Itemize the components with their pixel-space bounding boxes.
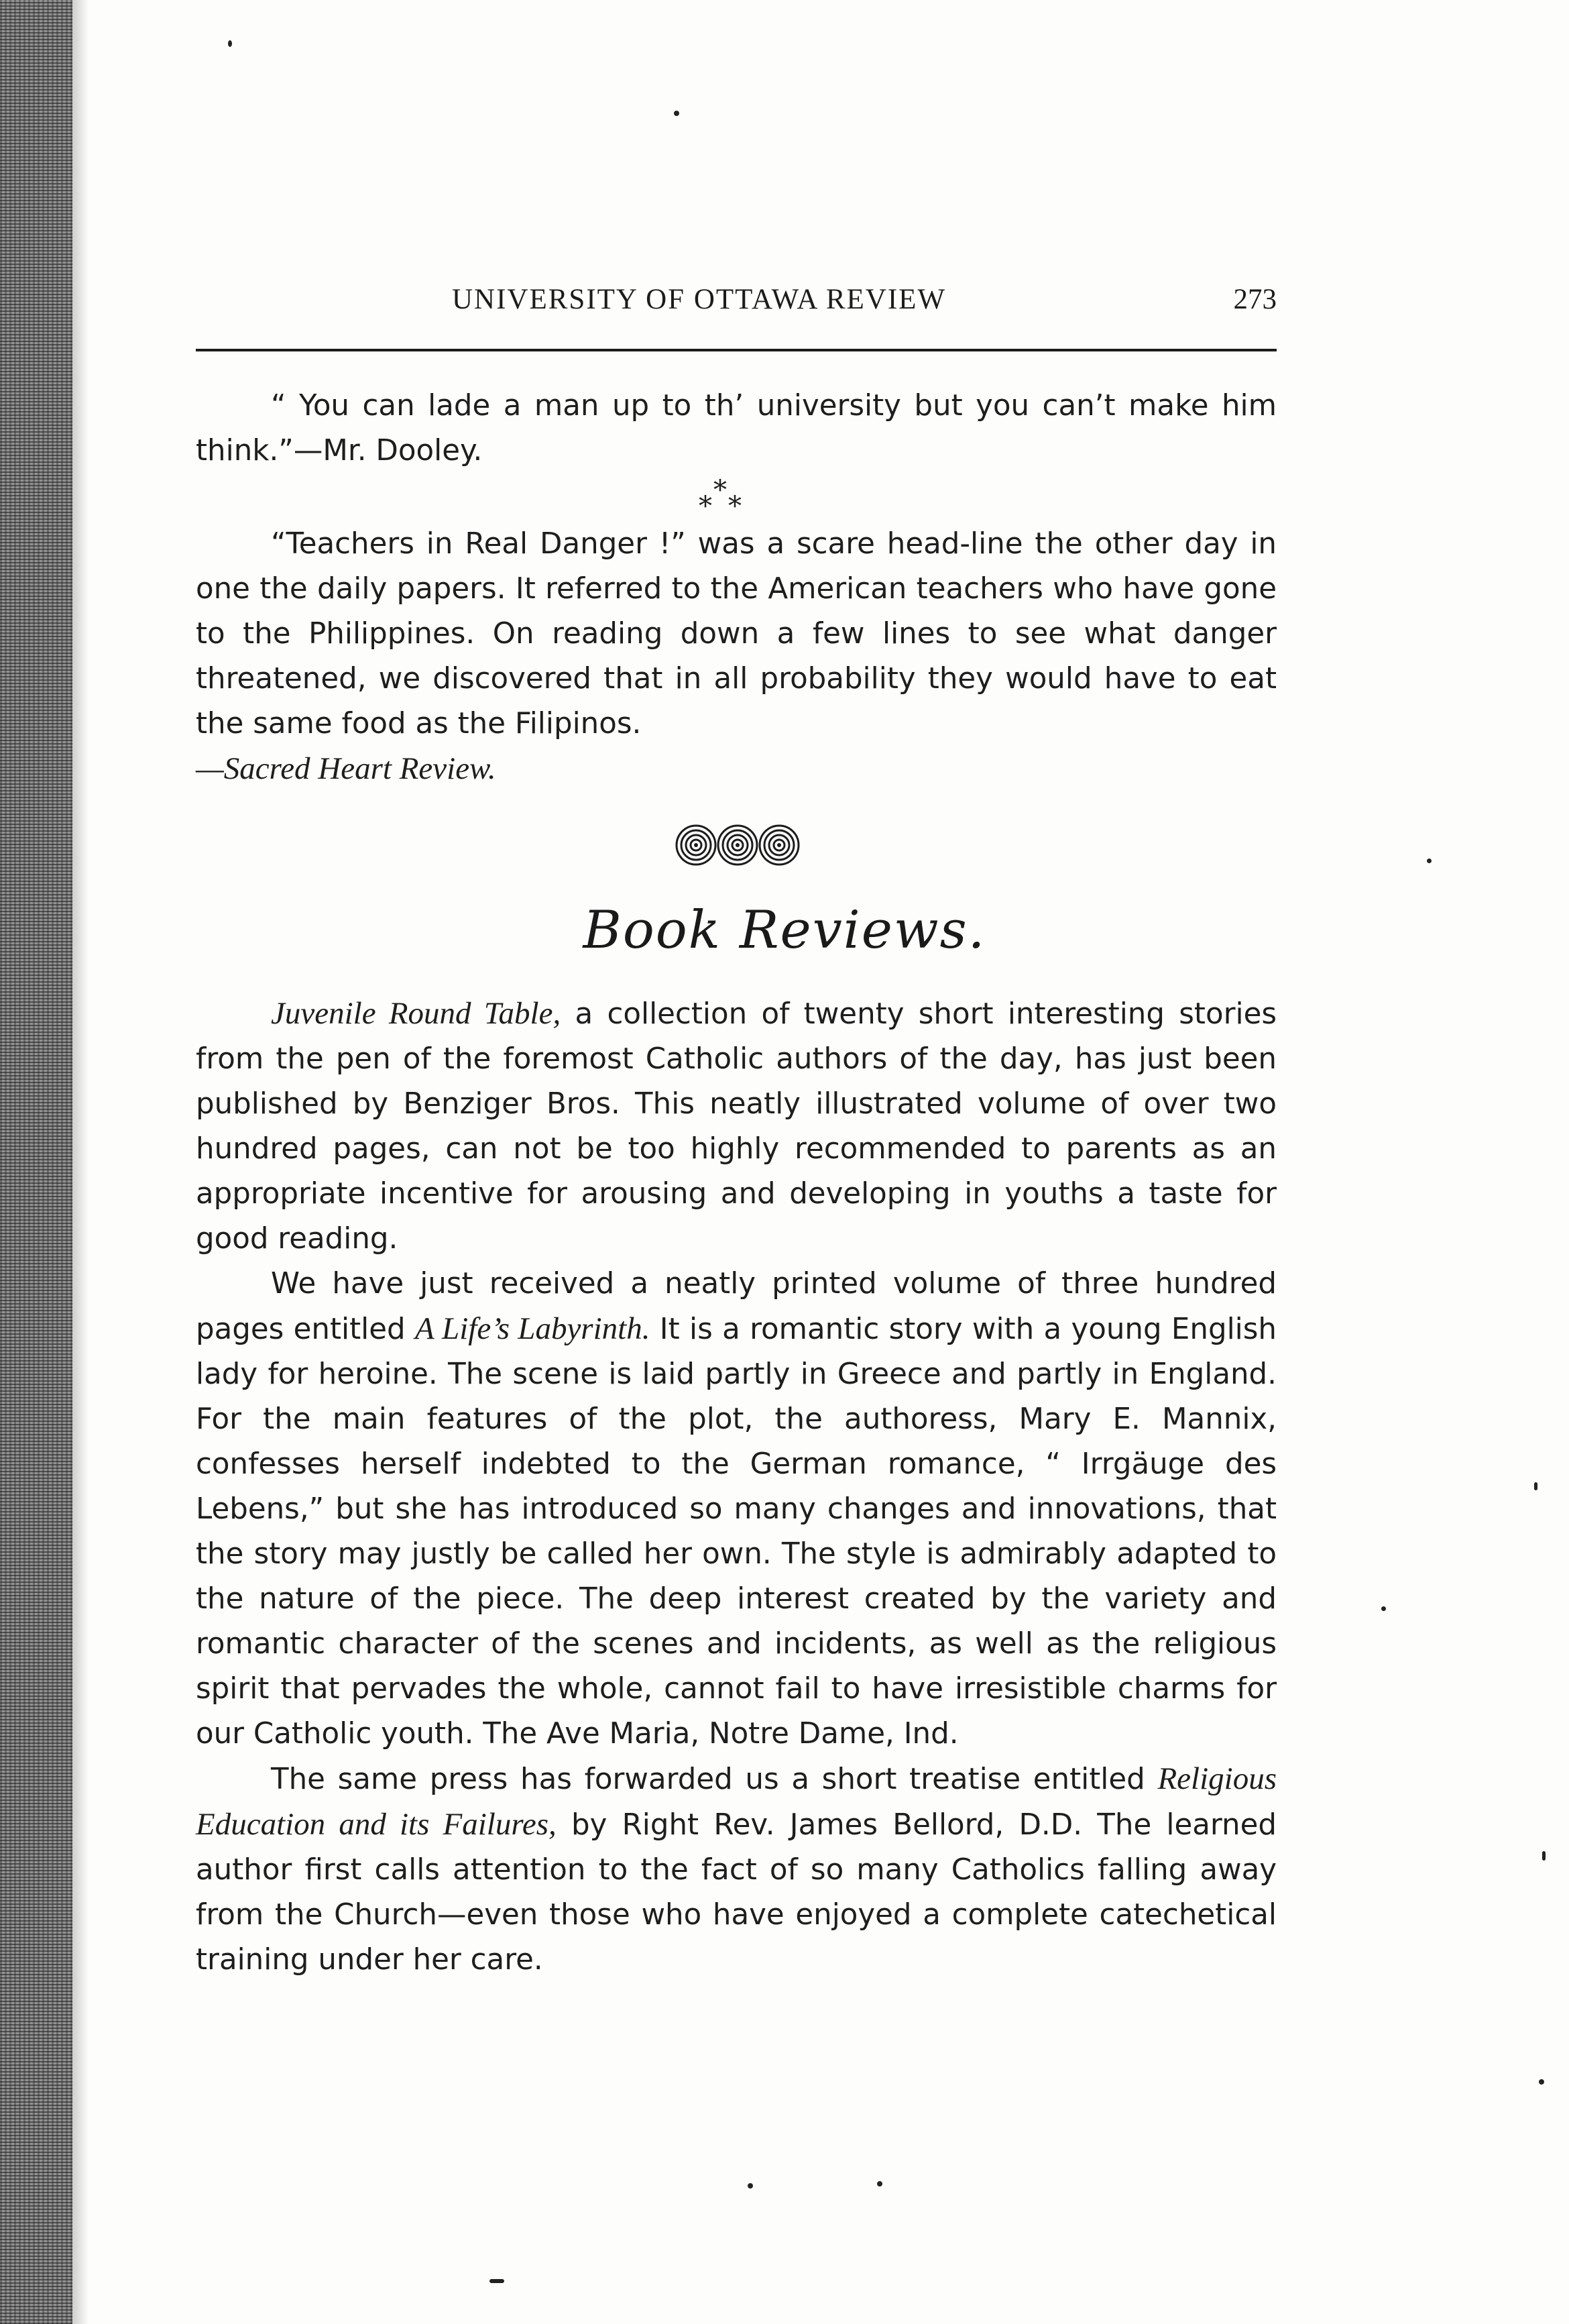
scan-speck [1381,1606,1386,1611]
book-title-religious-education: Religious Education and its Failures, [196,1761,1277,1842]
quote-paragraph: “ You can lade a man up to th’ university but you can’t make him think.”—Mr. Dooley. [196,389,1277,467]
scan-speck [877,2181,882,2187]
scan-speck [1534,1482,1537,1490]
dooley-quote [196,384,1277,474]
page-number: 273 [1233,284,1277,315]
review-1-text: a collection of twenty short interesting stories from the pen of the foremost Catholic authors of the day, has just been published by Benziger Bros. This neatly illustrated volume of over two hundred pages, can not be too highly recommended to parents as an appropriate incentive for arousing and developing in youths a taste for good reading. [196,997,1277,1256]
review-2-intro: We have just received a neatly printed volume of three hundred pages entitled [196,1267,1277,1346]
review-religious-education [196,1757,1277,1983]
review-lifes-labyrinth [196,1262,1277,1757]
review-3-text: by Right Rev. James Bellord, D.D. The learned author first calls attention to the fact of so many Catholics falling away from the Church—even those who have enjoyed a complete catechetical training under her care. [196,1808,1277,1977]
scan-speck [1427,859,1432,863]
scan-speck [1542,1851,1546,1861]
scan-speck [489,2279,504,2283]
book-reviews-body [196,991,1277,1983]
running-title: UNIVERSITY OF OTTAWA REVIEW [452,284,947,315]
book-title-juvenile-round-table: Juvenile Round Table, [271,996,561,1031]
asterism-star-right: * [728,491,742,522]
asterism [697,475,744,522]
spiral-ornament-icon [671,822,805,869]
book-title-lifes-labyrinth: A Life’s Labyrinth. [414,1311,650,1346]
section-heading-book-reviews: Book Reviews. [583,900,986,960]
book-binding-edge [0,0,72,2324]
asterism-star-left: * [699,491,712,522]
scan-speck [1539,2079,1544,2085]
review-juvenile-round-table [196,991,1277,1262]
review-3-intro: The same press has forwarded us a short treatise entitled [271,1763,1158,1796]
teachers-item [196,522,1277,791]
scan-speck [674,111,679,116]
scan-speck [748,2183,753,2189]
teachers-paragraph: “Teachers in Real Danger !” was a scare head-line the other day in one the daily papers. It referred to the American teachers who have gone to the Philippines. On reading down a few lines to see what danger threatened, we discovered that in all probability they would have to eat the same food as the Filipinos. [196,527,1277,740]
review-2-text: It is a romantic story with a young English lady for heroine. The scene is laid partly in Greece and partly in England. For the main features of the plot, the authoress, Mary E. Mannix, confesses herself indebted to the German romance, “ Irrgäuge des Lebens,” but she has introduced so many changes and innovations, that the story may justly be called her own. The style is admirably adapted to the nature of the piece. The deep interest created by the variety and romantic character of the scenes and incidents, as well as the religious spirit that pervades the whole, cannot fail to have irresistible charms for our Catholic youth. The Ave Maria, Notre Dame, Ind. [196,1313,1277,1751]
item-attribution: —Sacred Heart Review. [196,751,496,786]
asterism-star-top: * [713,475,727,506]
running-header [196,268,1277,351]
scan-speck [228,40,232,47]
